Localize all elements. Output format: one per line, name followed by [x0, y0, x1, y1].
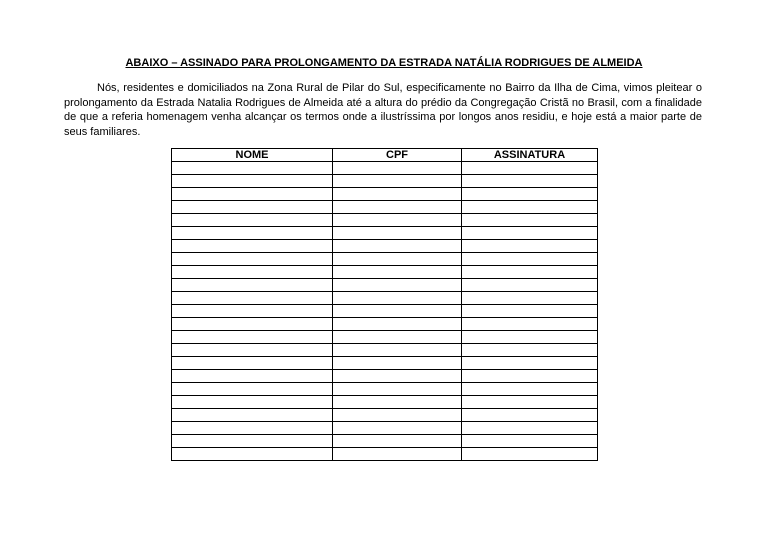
assinatura-cell: [462, 175, 598, 188]
table-row: [172, 357, 598, 370]
cpf-cell: [333, 292, 462, 305]
header-assinatura: ASSINATURA: [462, 149, 598, 162]
nome-cell: [172, 201, 333, 214]
nome-cell: [172, 292, 333, 305]
document-title: ABAIXO – ASSINADO PARA PROLONGAMENTO DA ESTRADA NATÁLIA RODRIGUES DE ALMEIDA: [125, 57, 643, 69]
nome-cell: [172, 240, 333, 253]
cpf-cell: [333, 435, 462, 448]
table-row: [172, 292, 598, 305]
assinatura-cell: [462, 422, 598, 435]
table-row: [172, 318, 598, 331]
cpf-cell: [333, 175, 462, 188]
assinatura-cell: [462, 253, 598, 266]
header-nome: NOME: [172, 149, 333, 162]
table-row: [172, 435, 598, 448]
cpf-cell: [333, 331, 462, 344]
table-row: [172, 227, 598, 240]
cpf-cell: [333, 370, 462, 383]
cpf-cell: [333, 383, 462, 396]
assinatura-cell: [462, 435, 598, 448]
nome-cell: [172, 305, 333, 318]
table-row: [172, 214, 598, 227]
assinatura-cell: [462, 266, 598, 279]
assinatura-cell: [462, 305, 598, 318]
assinatura-cell: [462, 383, 598, 396]
assinatura-cell: [462, 240, 598, 253]
cpf-cell: [333, 162, 462, 175]
table-row: [172, 383, 598, 396]
table-row: [172, 422, 598, 435]
cpf-cell: [333, 279, 462, 292]
nome-cell: [172, 396, 333, 409]
nome-cell: [172, 344, 333, 357]
cpf-cell: [333, 422, 462, 435]
assinatura-cell: [462, 214, 598, 227]
cpf-cell: [333, 240, 462, 253]
table-row: [172, 279, 598, 292]
cpf-cell: [333, 227, 462, 240]
table-row: [172, 162, 598, 175]
nome-cell: [172, 370, 333, 383]
assinatura-cell: [462, 409, 598, 422]
table-row: [172, 175, 598, 188]
table-row: [172, 253, 598, 266]
assinatura-cell: [462, 292, 598, 305]
table-row: [172, 305, 598, 318]
nome-cell: [172, 435, 333, 448]
table-row: [172, 201, 598, 214]
table-row: [172, 409, 598, 422]
cpf-cell: [333, 409, 462, 422]
cpf-cell: [333, 188, 462, 201]
nome-cell: [172, 162, 333, 175]
assinatura-cell: [462, 357, 598, 370]
assinatura-cell: [462, 279, 598, 292]
table-row: [172, 240, 598, 253]
signature-table: [171, 148, 598, 461]
nome-cell: [172, 175, 333, 188]
table-row: [172, 344, 598, 357]
nome-cell: [172, 383, 333, 396]
cpf-cell: [333, 318, 462, 331]
nome-cell: [172, 266, 333, 279]
assinatura-cell: [462, 370, 598, 383]
cpf-cell: [333, 396, 462, 409]
cpf-cell: [333, 357, 462, 370]
cpf-cell: [333, 344, 462, 357]
table-header-row: [172, 149, 598, 162]
nome-cell: [172, 188, 333, 201]
assinatura-cell: [462, 188, 598, 201]
nome-cell: [172, 448, 333, 461]
cpf-cell: [333, 448, 462, 461]
cpf-cell: [333, 214, 462, 227]
nome-cell: [172, 253, 333, 266]
nome-cell: [172, 357, 333, 370]
assinatura-cell: [462, 318, 598, 331]
petition-paragraph: Nós, residentes e domiciliados na Zona Rural de Pilar do Sul, especificamente no Bairro da Ilha de Cima, vimos pleitear o prolongamento da Estrada Natalia Rodrigues de Almeida até a altura do prédio da Congregação Cristã no Brasil, com a finalidade de que a referia homenagem venha alcançar os termos onde a ilustríssima por longos anos residiu, e hoje está a maior parte de seus familiares.: [64, 82, 702, 138]
assinatura-cell: [462, 162, 598, 175]
table-row: [172, 448, 598, 461]
table-row: [172, 396, 598, 409]
assinatura-cell: [462, 331, 598, 344]
table-row: [172, 266, 598, 279]
assinatura-cell: [462, 396, 598, 409]
nome-cell: [172, 318, 333, 331]
cpf-cell: [333, 266, 462, 279]
signature-rows: [172, 162, 598, 461]
nome-cell: [172, 422, 333, 435]
assinatura-cell: [462, 448, 598, 461]
assinatura-cell: [462, 344, 598, 357]
nome-cell: [172, 409, 333, 422]
assinatura-cell: [462, 201, 598, 214]
table-row: [172, 331, 598, 344]
header-cpf: CPF: [333, 149, 462, 162]
table-row: [172, 188, 598, 201]
cpf-cell: [333, 201, 462, 214]
cpf-cell: [333, 305, 462, 318]
assinatura-cell: [462, 227, 598, 240]
cpf-cell: [333, 253, 462, 266]
table-row: [172, 370, 598, 383]
nome-cell: [172, 227, 333, 240]
nome-cell: [172, 214, 333, 227]
nome-cell: [172, 279, 333, 292]
nome-cell: [172, 331, 333, 344]
